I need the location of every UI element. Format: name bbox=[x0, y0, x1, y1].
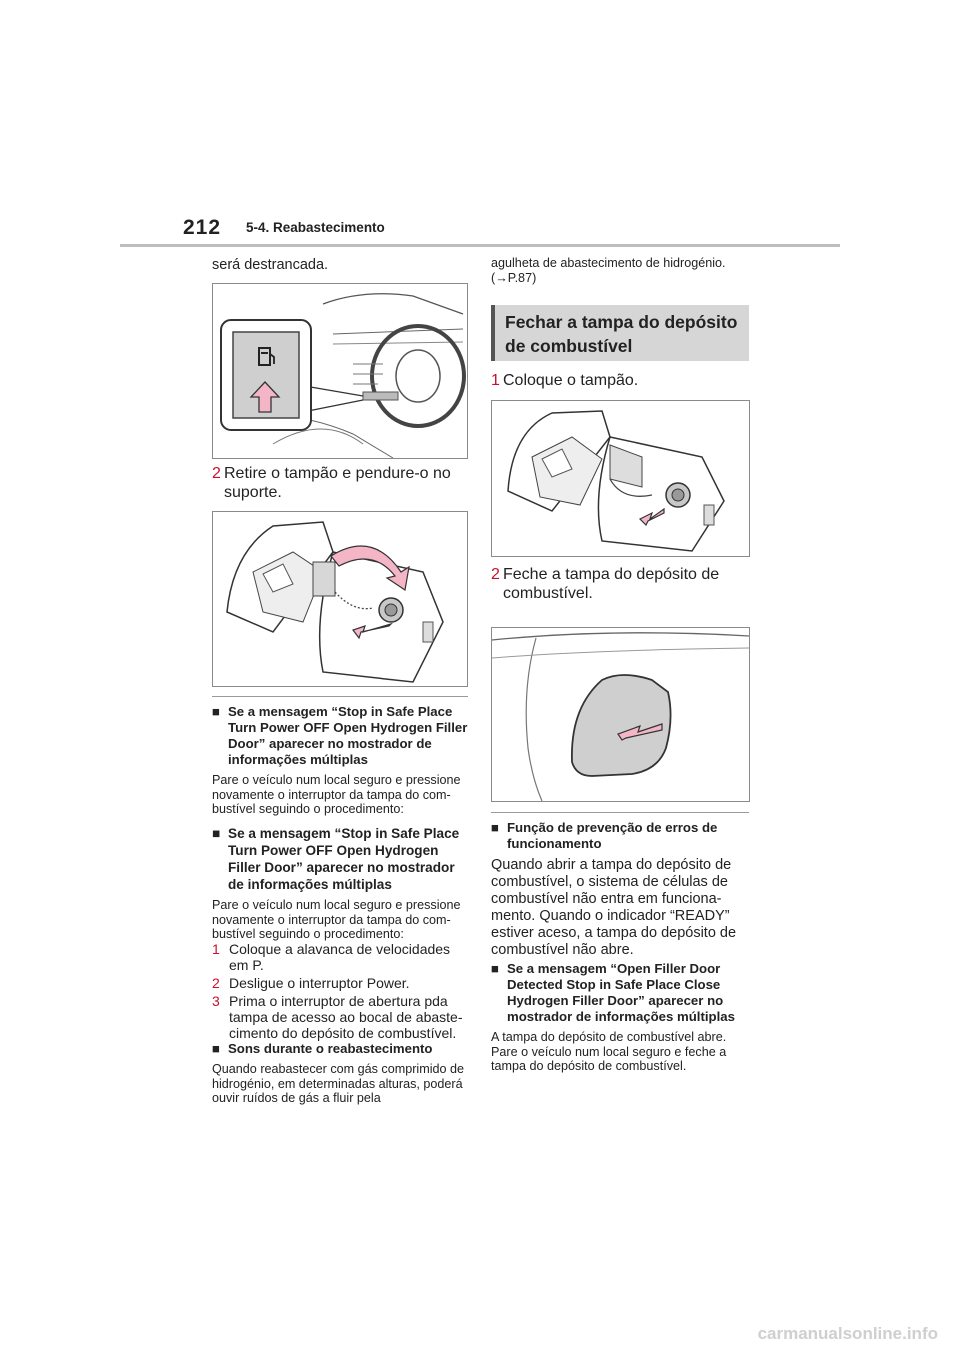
note-stop-safe-place-1 bbox=[212, 704, 468, 817]
continued-text: agulheta de abastecimento de hidrogénio. (→P.87) bbox=[491, 256, 751, 285]
intro-text: será destrancada. bbox=[212, 257, 329, 273]
note-body: Pare o veículo num local seguro e pressione novamente o interruptor da tampa do com- bustível seguindo o procedimento: bbox=[212, 773, 461, 816]
figure-cap-removal bbox=[212, 511, 468, 687]
step-2-remove-cap bbox=[212, 464, 468, 502]
note-error-prevention bbox=[491, 820, 749, 959]
note-title: Se a mensagem “Stop in Safe Place Turn Power OFF Open Hydrogen Filler Door” aparecer no mostrador de informações múltiplas bbox=[228, 704, 468, 767]
section-title: 5-4. Reabastecimento bbox=[246, 220, 385, 235]
note-body: Quando reabastecer com gás comprimido de hidrogénio, em determinadas alturas, poderá ouvir ruídos de gás a fluir pela bbox=[212, 1062, 465, 1105]
step-text: Coloque o tampão. bbox=[503, 372, 639, 389]
note-open-filler-door bbox=[491, 961, 749, 1074]
step-2-close-door bbox=[491, 565, 749, 603]
note-stop-safe-place-2 bbox=[212, 825, 468, 942]
note-title: Se a mensagem “Stop in Safe Place Turn Power OFF Open Hydrogen Filler Door” aparecer no mostrador de informações múltiplas bbox=[228, 826, 460, 892]
procedure-list bbox=[212, 941, 468, 1041]
step-1-place-cap bbox=[491, 371, 749, 390]
list-item: 1 Coloque a alavanca de velocidades em P. bbox=[212, 941, 451, 973]
figure-place-cap bbox=[491, 400, 750, 557]
step-text: Feche a tampa do depósito de combustível. bbox=[503, 566, 720, 602]
section-banner: Fechar a tampa do depósito de combustível bbox=[491, 305, 749, 361]
place-cap-illustration bbox=[492, 401, 749, 556]
square-bullet-icon: ■ bbox=[491, 820, 499, 835]
figure-dashboard-switch bbox=[212, 283, 468, 459]
square-bullet-icon: ■ bbox=[491, 961, 499, 976]
note-divider bbox=[212, 696, 468, 697]
note-title: Sons durante o reabastecimento bbox=[228, 1041, 433, 1056]
square-bullet-icon: ■ bbox=[212, 826, 221, 841]
note-title: Função de prevenção de erros de funcionamento bbox=[507, 820, 718, 851]
note-divider bbox=[491, 812, 749, 813]
note-refuel-sounds bbox=[212, 1041, 468, 1106]
step-text: Retire o tampão e pendure-o no suporte. bbox=[224, 465, 451, 501]
page-reference: (→P.87) bbox=[491, 270, 537, 285]
close-door-illustration bbox=[492, 628, 749, 801]
note-body: Quando abrir a tampa do depósito de combustível, o sistema de células de combustível não entra em funciona- mento. Quando o indicador “READY” estiver aceso, a tampa do depósito de combustível não abre. bbox=[491, 857, 737, 958]
list-item: 2 Desligue o interruptor Power. bbox=[212, 975, 410, 991]
note-title: Se a mensagem “Open Filler Door Detected Stop in Safe Place Close Hydrogen Filler Door” aparecer no mostrador de informações múltiplas bbox=[507, 961, 735, 1024]
note-body: A tampa do depósito de combustível abre. Pare o veículo num local seguro e feche a tampa do depósito de combustível. bbox=[491, 1030, 727, 1073]
page-number: 212 bbox=[183, 216, 222, 239]
header-divider bbox=[120, 244, 840, 247]
step-number: 2 bbox=[212, 465, 221, 482]
step-number: 1 bbox=[491, 372, 500, 389]
square-bullet-icon: ■ bbox=[212, 1041, 220, 1056]
figure-close-door bbox=[491, 627, 750, 802]
list-item: 3 Prima o interruptor de abertura pda tampa de acesso ao bocal de abaste- cimento do depósito de combustível. bbox=[212, 993, 463, 1041]
dashboard-illustration bbox=[213, 284, 467, 458]
step-number: 2 bbox=[491, 566, 500, 583]
watermark: carmanualsonline.info bbox=[757, 1324, 938, 1343]
cap-removal-illustration bbox=[213, 512, 467, 686]
square-bullet-icon: ■ bbox=[212, 704, 220, 719]
note-body: Pare o veículo num local seguro e pressione novamente o interruptor da tampa do com- bustível seguindo o procedimento: bbox=[212, 898, 461, 941]
